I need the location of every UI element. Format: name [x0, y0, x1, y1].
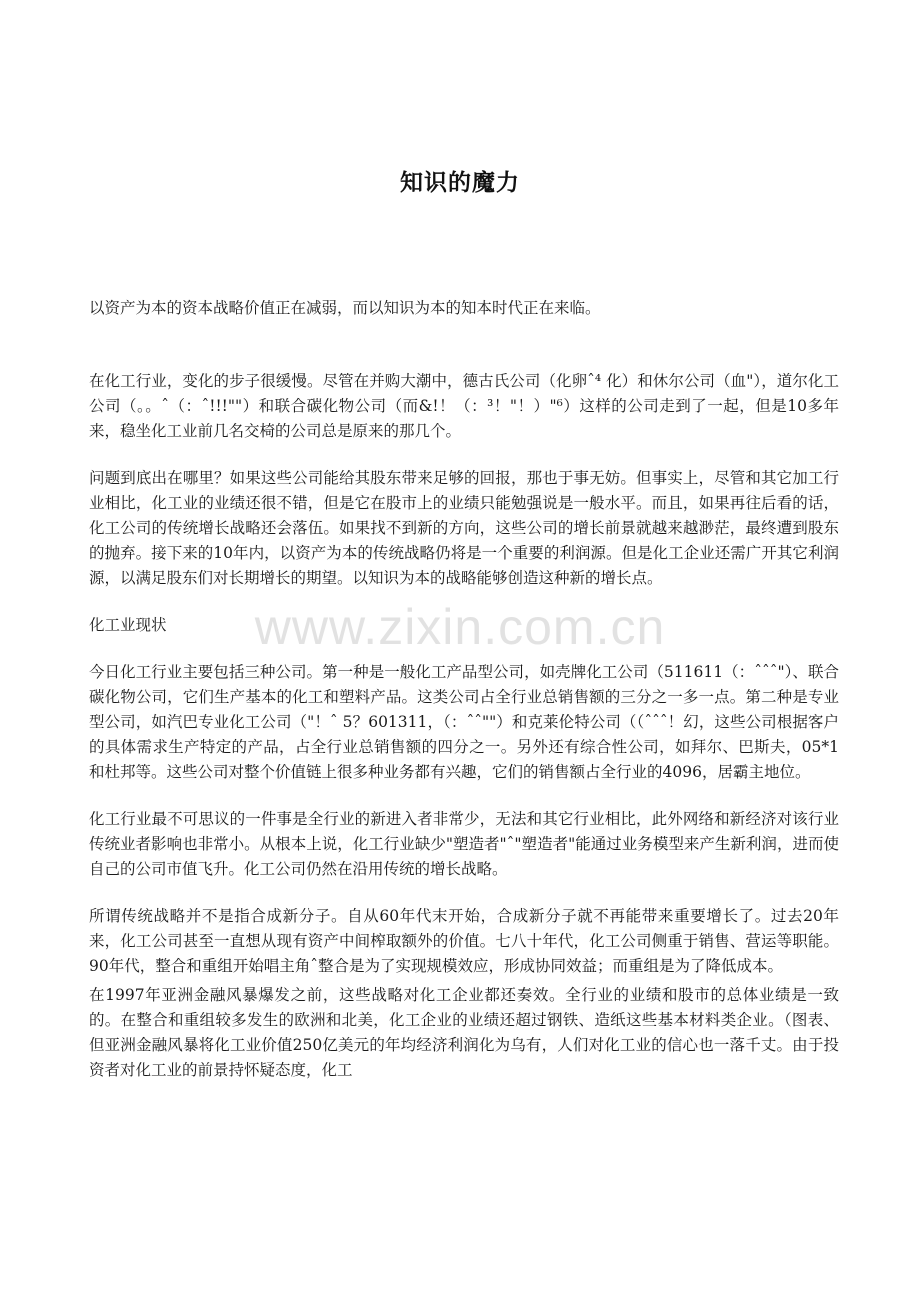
- section-paragraph-4: 在1997年亚洲金融风暴爆发之前，这些战略对化工企业都还奏效。全行业的业绩和股市的总体业绩是一致的。在整合和重组较多发生的欧洲和北美，化工企业的业绩还超过钢铁、造纸这些基本材料类企业。（图表、但亚洲金融风暴将化工业价值250亿美元的年均经济利润化为乌有，人们对化工业的信心也一落千丈。由于投资者对化工业的前景持怀疑态度，化工: [89, 986, 839, 1079]
- section-heading: 化工业现状: [89, 616, 167, 634]
- section-paragraph-3: 所谓传统战略并不是指合成新分子。自从60年代末开始，合成新分子就不再能带来重要增长了。过去20年来，化工公司甚至一直想从现有资产中间榨取额外的价值。七八十年代，化工公司侧重于销售、营运等职能。90年代，整合和重组开始唱主角ˆ整合是为了实现规模效应，形成协同效益；而重组是为了降低成本。: [89, 907, 839, 975]
- section-paragraph-2: 化工行业最不可思议的一件事是全行业的新进入者非常少，无法和其它行业相比，此外网络和新经济对该行业传统业者影响也非常小。从根本上说，化工行业缺少"塑造者"ˆ"塑造者"能通过业务模型来产生新利润，进而使自己的公司市值飞升。化工公司仍然在沿用传统的增长战略。: [89, 810, 839, 878]
- paragraph-1: 在化工行业，变化的步子很缓慢。尽管在并购大潮中，德古氏公司（化卵ˆ⁴ 化）和休尔公司（血"），道尔化工公司（。。ˆ（：ˆ!!!""）和联合碳化物公司（而&!！（：³！"！）"⁶）这样的公司走到了一起，但是10多年来，稳坐化工业前几名交椅的公司总是原来的那几个。: [89, 372, 839, 440]
- spacer: [89, 591, 839, 613]
- spacer: [89, 638, 839, 660]
- watermark: www.zixin.com.cn: [254, 599, 666, 655]
- paragraph-2: 问题到底出在哪里？如果这些公司能给其股东带来足够的回报，那也于事无妨。但事实上，尽管和其它加工行业相比，化工业的业绩还很不错，但是它在股市上的业绩只能勉强说是一般水平。而且，如果再往后看的话，化工公司的传统增长战略还会落伍。如果找不到新的方向，这些公司的增长前景就越来越渺茫，最终遭到股东的抛弃。接下来的10年内，以资产为本的传统战略仍将是一个重要的利润源。但是化工企业还需广开其它利润源，以满足股东们对长期增长的期望。以知识为本的战略能够创造这种新的增长点。: [89, 469, 839, 587]
- spacer: [89, 321, 839, 369]
- intro-paragraph: 以资产为本的资本战略价值正在减弱，而以知识为本的知本时代正在来临。: [89, 299, 601, 317]
- spacer: [89, 785, 839, 807]
- spacer: [89, 882, 839, 904]
- page-title: 知识的魔力: [400, 169, 520, 196]
- spacer: [89, 444, 839, 466]
- section-paragraph-1: 今日化工行业主要包括三种公司。第一种是一般化工产品型公司，如壳牌化工公司（511611（：ˆˆˆ"）、联合碳化物公司，它们生产基本的化工和塑料产品。这类公司占全行业总销售额的三分之一多一点。第二种是专业型公司，如汽巴专业化工公司（"！ˆ 5？601311，（：ˆˆ""）和克莱伦特公司（（ˆˆˆ！幻，这些公司根据客户的具体需求生产特定的产品，占全行业总销售额的四分之一。另外还有综合性公司，如拜尔、巴斯夫，05*1和杜邦等。这些公司对整个价值链上很多种业务都有兴趣，它们的销售额占全行业的4096，居霸主地位。: [89, 663, 839, 781]
- document-body: [89, 296, 839, 1083]
